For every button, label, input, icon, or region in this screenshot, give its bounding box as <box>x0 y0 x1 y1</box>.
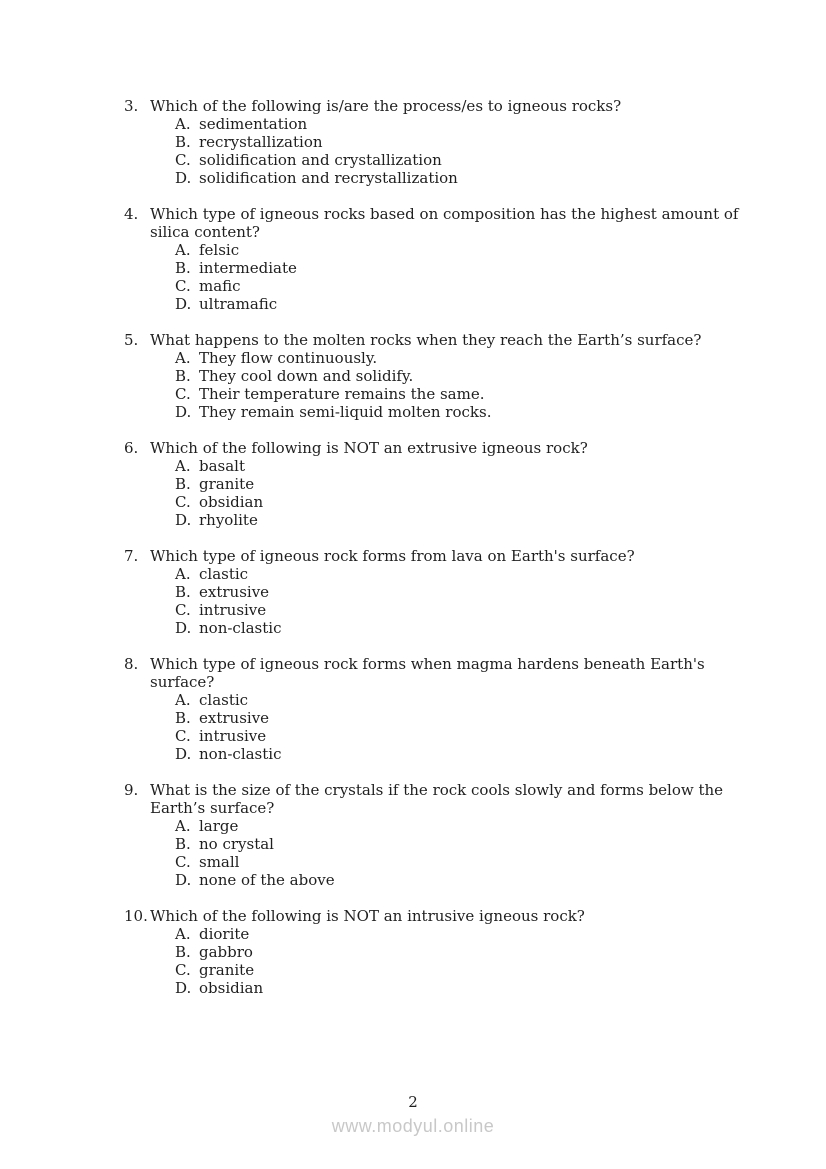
option <box>175 961 786 979</box>
question-text-line: Which type of igneous rocks based on composition has the highest amount of <box>150 205 739 223</box>
option <box>175 853 786 871</box>
option-text: felsic <box>199 241 240 259</box>
question <box>124 439 786 529</box>
option <box>175 511 786 529</box>
option <box>175 925 786 943</box>
option <box>175 367 786 385</box>
question-number: 5. <box>124 331 139 349</box>
option-letter: C. <box>175 961 191 979</box>
option-text: Their temperature remains the same. <box>199 385 485 403</box>
option-letter: D. <box>175 871 192 889</box>
question-head <box>124 547 786 565</box>
option-text: sedimentation <box>199 115 308 133</box>
option-text: ultramafic <box>199 295 278 313</box>
question-text <box>150 547 786 565</box>
option <box>175 979 786 997</box>
question <box>124 97 786 187</box>
option-letter: B. <box>175 367 191 385</box>
option-text: obsidian <box>199 493 264 511</box>
questions-list <box>124 97 786 1015</box>
question <box>124 331 786 421</box>
question-text <box>150 331 786 349</box>
option-text: small <box>199 853 240 871</box>
option <box>175 727 786 745</box>
option-letter: C. <box>175 853 191 871</box>
option <box>175 835 786 853</box>
option-text: intrusive <box>199 727 267 745</box>
page-number: 2 <box>408 1093 418 1111</box>
option <box>175 277 786 295</box>
option <box>175 745 786 763</box>
option-text: non-clastic <box>199 619 282 637</box>
options-list <box>175 457 786 529</box>
option <box>175 457 786 475</box>
option-letter: B. <box>175 709 191 727</box>
question-text <box>150 655 786 691</box>
question-text-line: surface? <box>150 673 215 691</box>
question <box>124 781 786 889</box>
option <box>175 403 786 421</box>
option-text: recrystallization <box>199 133 323 151</box>
question <box>124 547 786 637</box>
question-text <box>150 781 786 817</box>
option-letter: B. <box>175 133 191 151</box>
option-letter: D. <box>175 295 192 313</box>
question-head <box>124 907 786 925</box>
question-text-line: Earth’s surface? <box>150 799 275 817</box>
option-letter: D. <box>175 979 192 997</box>
options-list <box>175 925 786 997</box>
option-letter: B. <box>175 475 191 493</box>
question-text <box>150 907 786 925</box>
question-text-line: Which type of igneous rock forms when magma hardens beneath Earth's <box>150 655 705 673</box>
options-list <box>175 349 786 421</box>
question-text-line: Which of the following is/are the process/es to igneous rocks? <box>150 97 622 115</box>
option <box>175 691 786 709</box>
option-letter: B. <box>175 943 191 961</box>
option-text: solidification and crystallization <box>199 151 442 169</box>
question-text <box>150 439 786 457</box>
option <box>175 169 786 187</box>
option-text: basalt <box>199 457 246 475</box>
option <box>175 619 786 637</box>
option-letter: A. <box>175 115 191 133</box>
option-letter: D. <box>175 403 192 421</box>
option <box>175 493 786 511</box>
option-letter: C. <box>175 277 191 295</box>
question-number: 7. <box>124 547 139 565</box>
question-number: 10. <box>124 907 148 925</box>
option-letter: A. <box>175 565 191 583</box>
option-text: clastic <box>199 691 249 709</box>
options-list <box>175 115 786 187</box>
option <box>175 601 786 619</box>
option-text: They flow continuously. <box>199 349 378 367</box>
option <box>175 295 786 313</box>
option <box>175 583 786 601</box>
option-letter: A. <box>175 925 191 943</box>
question-text-line: What is the size of the crystals if the rock cools slowly and forms below the <box>150 781 724 799</box>
question <box>124 205 786 313</box>
option-letter: B. <box>175 259 191 277</box>
option-text: diorite <box>199 925 250 943</box>
option <box>175 259 786 277</box>
watermark-text: www.modyul.online <box>331 1116 495 1136</box>
question-text-line: Which of the following is NOT an intrusive igneous rock? <box>150 907 585 925</box>
option-text: no crystal <box>199 835 274 853</box>
option-text: clastic <box>199 565 249 583</box>
option <box>175 241 786 259</box>
option-letter: A. <box>175 691 191 709</box>
question-head <box>124 331 786 349</box>
question-head <box>124 655 786 691</box>
option-text: solidification and recrystallization <box>199 169 458 187</box>
option <box>175 133 786 151</box>
option <box>175 871 786 889</box>
question <box>124 907 786 997</box>
option-text: intermediate <box>199 259 297 277</box>
question-number: 6. <box>124 439 139 457</box>
option-letter: C. <box>175 727 191 745</box>
option <box>175 565 786 583</box>
option-letter: C. <box>175 151 191 169</box>
options-list <box>175 817 786 889</box>
option-letter: D. <box>175 745 192 763</box>
option-letter: B. <box>175 583 191 601</box>
option-text: large <box>199 817 239 835</box>
option-text: extrusive <box>199 709 270 727</box>
question-text-line: Which of the following is NOT an extrusive igneous rock? <box>150 439 588 457</box>
question-text-line: What happens to the molten rocks when they reach the Earth’s surface? <box>150 331 702 349</box>
option-letter: A. <box>175 241 191 259</box>
question-number: 8. <box>124 655 139 673</box>
option <box>175 151 786 169</box>
question-head <box>124 781 786 817</box>
option <box>175 349 786 367</box>
option-letter: C. <box>175 493 191 511</box>
option-letter: C. <box>175 601 191 619</box>
option-letter: B. <box>175 835 191 853</box>
option <box>175 475 786 493</box>
question <box>124 655 786 763</box>
option-letter: A. <box>175 817 191 835</box>
options-list <box>175 691 786 763</box>
question-head <box>124 97 786 115</box>
option-text: extrusive <box>199 583 270 601</box>
option-text: They remain semi-liquid molten rocks. <box>199 403 492 421</box>
option <box>175 943 786 961</box>
question-number: 4. <box>124 205 139 223</box>
option <box>175 709 786 727</box>
option <box>175 115 786 133</box>
option-letter: D. <box>175 169 192 187</box>
option-letter: A. <box>175 349 191 367</box>
option-text: intrusive <box>199 601 267 619</box>
option-text: none of the above <box>199 871 335 889</box>
option-text: They cool down and solidify. <box>199 367 414 385</box>
question-text-line: silica content? <box>150 223 260 241</box>
option-text: non-clastic <box>199 745 282 763</box>
question-number: 3. <box>124 97 139 115</box>
question-text <box>150 205 786 241</box>
option-letter: D. <box>175 619 192 637</box>
option-text: granite <box>199 475 255 493</box>
option-text: granite <box>199 961 255 979</box>
option-text: gabbro <box>199 943 253 961</box>
options-list <box>175 241 786 313</box>
option-text: obsidian <box>199 979 264 997</box>
option-text: mafic <box>199 277 241 295</box>
question-number: 9. <box>124 781 139 799</box>
option <box>175 385 786 403</box>
option-letter: D. <box>175 511 192 529</box>
question-head <box>124 439 786 457</box>
option-letter: A. <box>175 457 191 475</box>
option <box>175 817 786 835</box>
question-text <box>150 97 786 115</box>
option-text: rhyolite <box>199 511 258 529</box>
question-head <box>124 205 786 241</box>
options-list <box>175 565 786 637</box>
question-text-line: Which type of igneous rock forms from lava on Earth's surface? <box>150 547 635 565</box>
option-letter: C. <box>175 385 191 403</box>
